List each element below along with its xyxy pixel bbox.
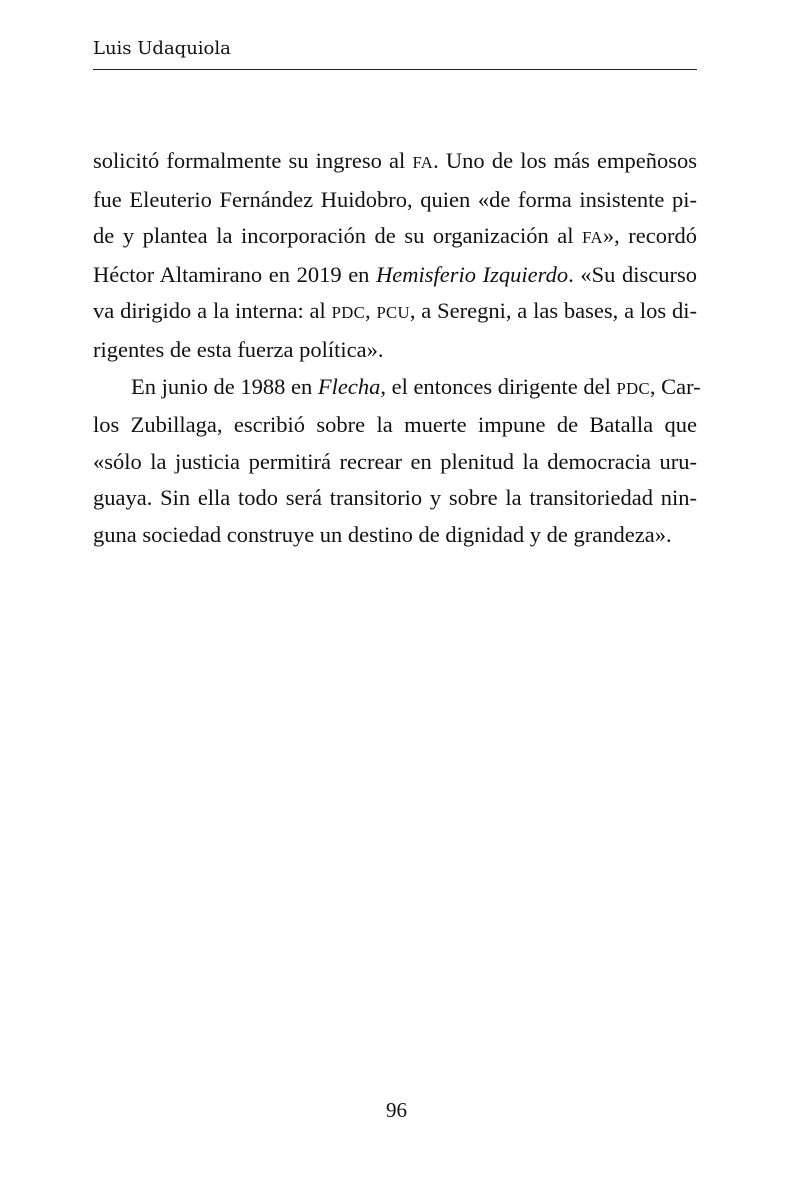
text-line: fue Eleuterio Fernández Huidobro, quien «de forma insistente pi- [93, 186, 697, 212]
page-number: 96 [386, 1098, 407, 1122]
text-line: rigentes de esta fuerza política». [93, 336, 384, 362]
text-run: , el entonces dirigente del [380, 373, 617, 399]
text-line [93, 218, 697, 257]
text-run: va dirigido a la interna: al [93, 298, 332, 324]
text-run: . «Su discurso [568, 261, 697, 287]
text-line: guna sociedad construye un destino de dignidad y de grandeza». [93, 521, 672, 547]
text-line [93, 293, 697, 332]
acronym-fa: FA [412, 153, 434, 172]
acronym-pdc: PDC [616, 378, 650, 398]
text-run: , a Seregni, a las bases, a los di- [409, 298, 698, 324]
publication-title: Flecha [317, 373, 381, 399]
text-run: En junio de 1988 en [131, 373, 318, 399]
text-run: , [365, 298, 377, 324]
text-line [93, 369, 701, 408]
text-line [93, 257, 697, 294]
text-line [93, 143, 697, 182]
text-line: «sólo la justicia permitirá recrear en plenitud la democracia uru- [93, 448, 697, 474]
paragraph-1 [93, 143, 697, 369]
text-run: . Uno de los más empeñosos [433, 148, 697, 173]
acronym-fa: FA [582, 228, 603, 248]
acronym-pcu: PCU [376, 303, 410, 323]
acronym-pdc: PDC [331, 303, 366, 323]
publication-title: Hemisferio Izquierdo [376, 261, 569, 287]
body-text [93, 143, 701, 554]
text-run: Héctor Altamirano en 2019 en [93, 261, 377, 287]
text-run: , Car- [649, 373, 701, 399]
running-head: Luis Udaquiola [93, 38, 231, 59]
text-run: solicitó formalmente su ingreso al [93, 148, 413, 173]
paragraph-2 [93, 369, 701, 554]
text-run: de y plantea la incorporación de su organización al [93, 223, 583, 249]
text-line: guaya. Sin ella todo será transitorio y sobre la transitoriedad nin- [93, 485, 697, 511]
text-run: », recordó [602, 223, 697, 249]
header-rule [93, 69, 697, 70]
text-line: los Zubillaga, escribió sobre la muerte impune de Batalla que [93, 412, 697, 438]
